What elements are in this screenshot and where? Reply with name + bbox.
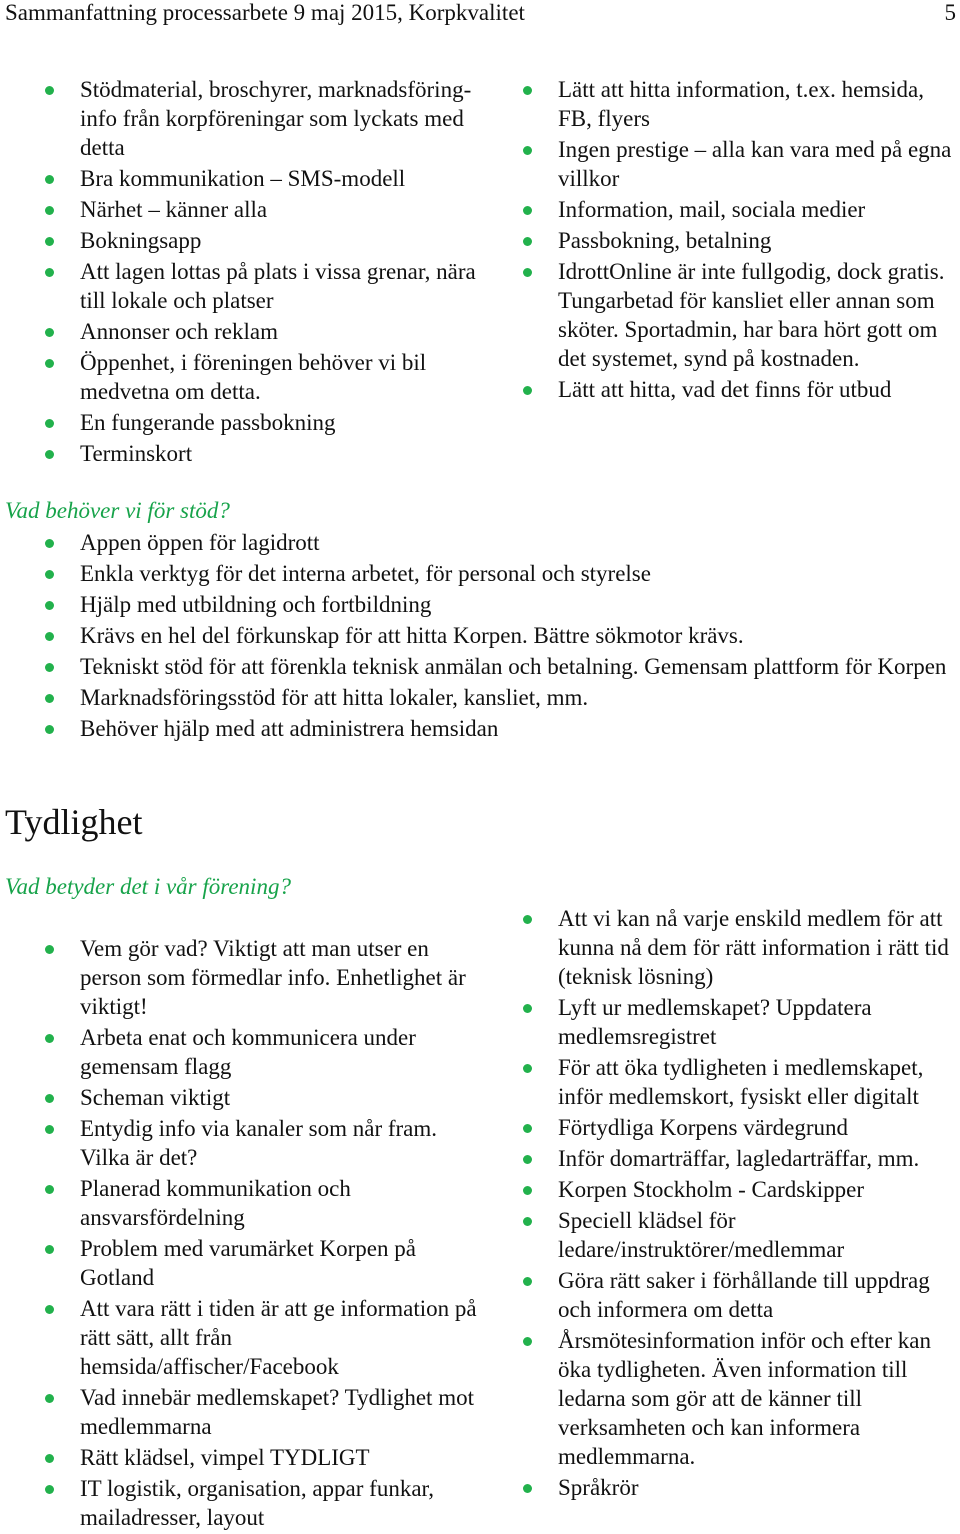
list-item: Korpen Stockholm - Cardskipper (483, 1175, 960, 1204)
list-item: IdrottOnline är inte fullgodig, dock gratis. Tungarbetad för kansliet eller annan som sköter. Sportadmin, har bara hört gott om det systemet, synd på kostnaden. (483, 257, 960, 373)
list-item: Öppenhet, i föreningen behöver vi bil medvetna om detta. (5, 348, 480, 406)
top-left-list (5, 75, 480, 470)
list-item: Bra kommunikation – SMS-modell (5, 164, 480, 193)
list-item: Göra rätt saker i förhållande till uppdrag och informera om detta (483, 1266, 960, 1324)
list-item: Bokningsapp (5, 226, 480, 255)
list-item: Att vi kan nå varje enskild medlem för att kunna nå dem för rätt information i rätt tid (teknisk lösning) (483, 904, 960, 991)
list-item: Lätt att hitta, vad det finns för utbud (483, 375, 960, 404)
tydlighet-subheading: Vad betyder det i vår förening? (5, 874, 291, 899)
list-item: Lyft ur medlemskapet? Uppdatera medlemsregistret (483, 993, 960, 1051)
list-item: IT logistik, organisation, appar funkar, mailadresser, layout (5, 1474, 480, 1532)
list-item: Planerad kommunikation och ansvarsfördelning (5, 1174, 480, 1232)
list-item: Hjälp med utbildning och fortbildning (5, 590, 960, 619)
list-item: Behöver hjälp med att administrera hemsidan (5, 714, 960, 743)
section-title-tydlighet: Tydlighet (5, 802, 143, 842)
list-item: Passbokning, betalning (483, 226, 960, 255)
list-item: För att öka tydligheten i medlemskapet, inför medlemskort, fysiskt eller digitalt (483, 1053, 960, 1111)
list-item: Marknadsföringsstöd för att hitta lokaler, kansliet, mm. (5, 683, 960, 712)
list-item: Annonser och reklam (5, 317, 480, 346)
list-item: Tekniskt stöd för att förenkla teknisk anmälan och betalning. Gemensam plattform för Korpen (5, 652, 960, 681)
list-item: Språkrör (483, 1473, 960, 1502)
list-item: Krävs en hel del förkunskap för att hitta Korpen. Bättre sökmotor krävs. (5, 621, 960, 650)
list-item: Vem gör vad? Viktigt att man utser en person som förmedlar info. Enhetlighet är viktigt! (5, 934, 480, 1021)
list-item: Problem med varumärket Korpen på Gotland (5, 1234, 480, 1292)
list-item: En fungerande passbokning (5, 408, 480, 437)
support-list (5, 528, 960, 745)
tydlighet-left-list (5, 934, 480, 1534)
page-header-title: Sammanfattning processarbete 9 maj 2015, Korpkvalitet (5, 0, 525, 25)
list-item: Närhet – känner alla (5, 195, 480, 224)
list-item: Information, mail, sociala medier (483, 195, 960, 224)
list-item: Att vara rätt i tiden är att ge information på rätt sätt, allt från hemsida/affischer/Facebook (5, 1294, 480, 1381)
tydlighet-right-list (483, 904, 960, 1504)
top-right-list (483, 75, 960, 406)
page-header (5, 0, 960, 28)
list-item: Ingen prestige – alla kan vara med på egna villkor (483, 135, 960, 193)
list-item: Entydig info via kanaler som når fram. Vilka är det? (5, 1114, 480, 1172)
list-item: Rätt klädsel, vimpel TYDLIGT (5, 1443, 480, 1472)
list-item: Terminskort (5, 439, 480, 468)
list-item: Arbeta enat och kommunicera under gemensam flagg (5, 1023, 480, 1081)
list-item: Vad innebär medlemskapet? Tydlighet mot medlemmarna (5, 1383, 480, 1441)
list-item: Inför domarträffar, lagledarträffar, mm. (483, 1144, 960, 1173)
list-item: Att lagen lottas på plats i vissa grenar, nära till lokale och platser (5, 257, 480, 315)
list-item: Lätt att hitta information, t.ex. hemsida, FB, flyers (483, 75, 960, 133)
list-item: Stödmaterial, broschyrer, marknadsföring- info från korpföreningar som lyckats med detta (5, 75, 480, 162)
list-item: Scheman viktigt (5, 1083, 480, 1112)
list-item: Appen öppen för lagidrott (5, 528, 960, 557)
page-number: 5 (944, 0, 956, 25)
support-heading: Vad behöver vi för stöd? (5, 498, 230, 523)
list-item: Årsmötesinformation inför och efter kan öka tydligheten. Även information till ledarna som gör att de känner till verksamheten och kan informera medlemmarna. (483, 1326, 960, 1471)
list-item: Enkla verktyg för det interna arbetet, för personal och styrelse (5, 559, 960, 588)
list-item: Speciell klädsel för ledare/instruktörer/medlemmar (483, 1206, 960, 1264)
list-item: Förtydliga Korpens värdegrund (483, 1113, 960, 1142)
